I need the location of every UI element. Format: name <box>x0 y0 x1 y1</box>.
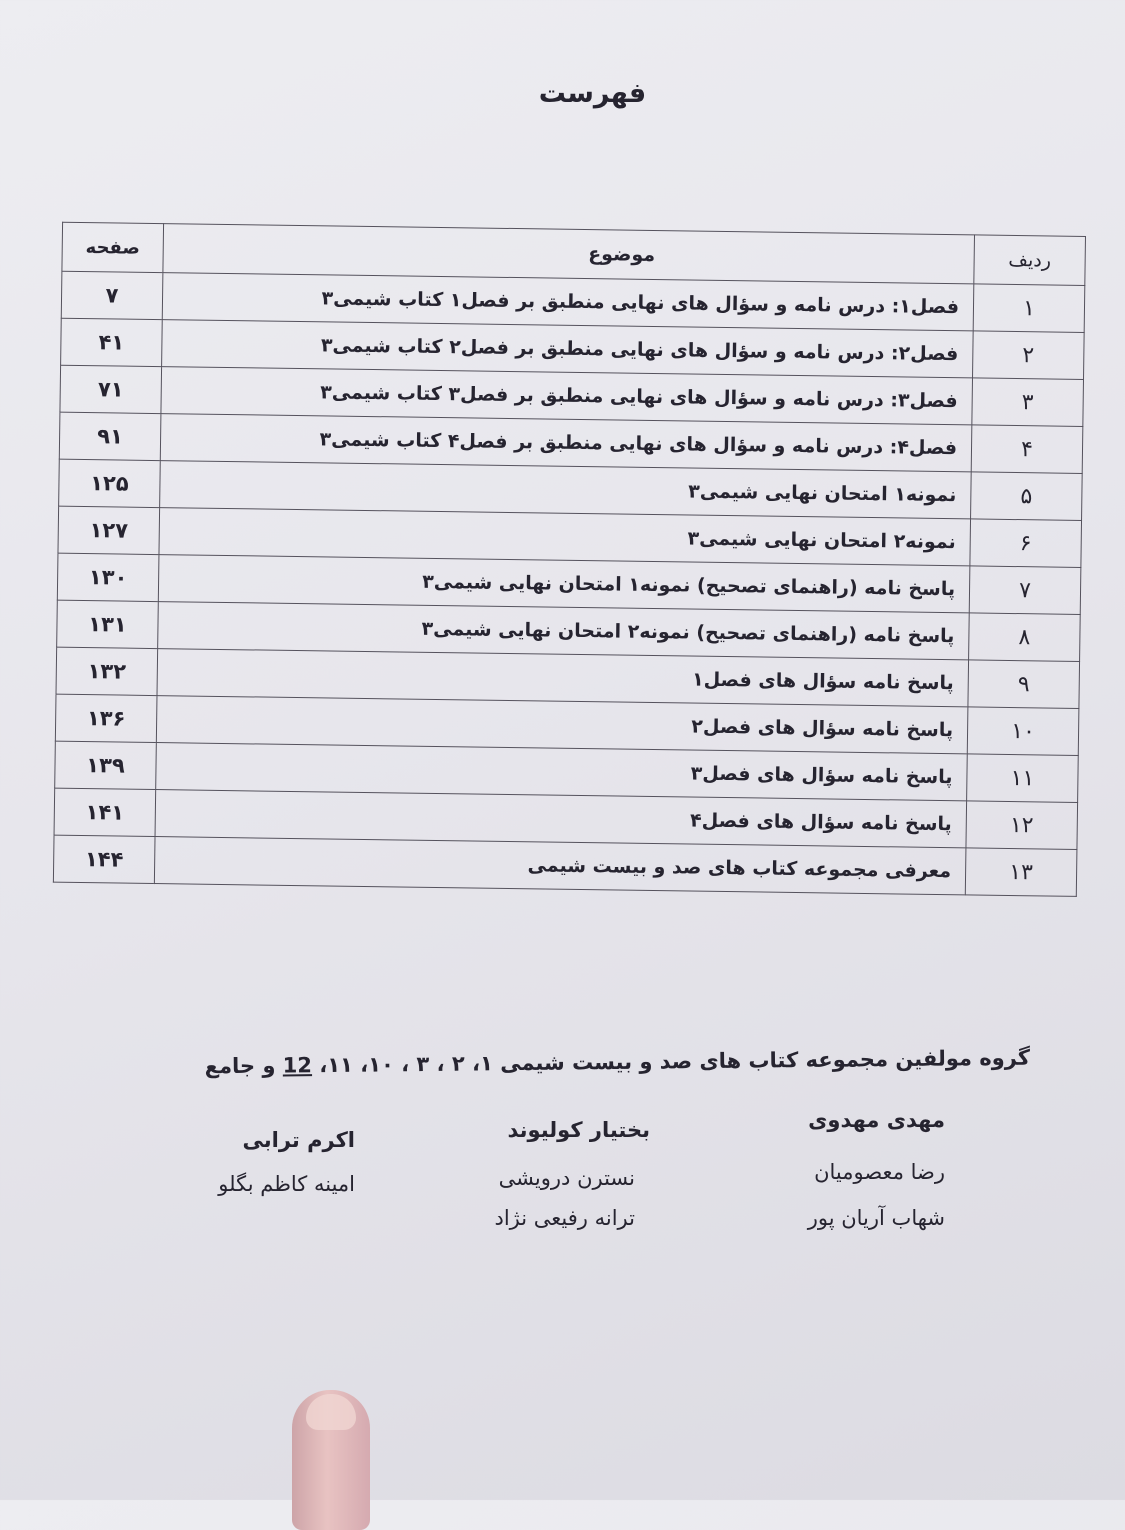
row-topic: فصل۴: درس نامه و سؤال های نهایی منطبق بر فصل۴ کتاب شیمی۳ <box>160 414 972 472</box>
author-lead: بختیار کولیوند <box>507 1118 650 1142</box>
row-topic: پاسخ نامه (راهنمای تصحیح) نمونه۲ امتحان نهایی شیمی۳ <box>158 602 970 660</box>
row-topic: فصل۲: درس نامه و سؤال های نهایی منطبق بر فصل۲ کتاب شیمی۳ <box>162 320 974 378</box>
row-page: ۱۳۶ <box>55 694 157 742</box>
header-page: صفحه <box>62 222 164 272</box>
row-page: ۴۱ <box>61 318 163 366</box>
table-of-contents <box>53 222 1086 897</box>
row-page: ۹۱ <box>59 412 161 460</box>
authors-heading <box>200 1046 1030 1079</box>
row-number: ۱۰ <box>967 707 1079 756</box>
authors-heading-underlined: 12 <box>282 1053 313 1078</box>
row-topic: پاسخ نامه سؤال های فصل۱ <box>157 649 969 707</box>
row-page: ۱۲۷ <box>58 506 160 554</box>
row-page: ۱۳۹ <box>55 741 157 789</box>
row-number: ۶ <box>970 519 1082 568</box>
author-member: ترانه رفیعی نژاد <box>494 1206 635 1230</box>
row-page: ۱۴۴ <box>53 835 155 883</box>
authors-heading-end: و جامع <box>204 1053 283 1079</box>
row-number: ۹ <box>968 660 1080 709</box>
row-number: ۸ <box>969 613 1081 662</box>
row-page: ۱۲۵ <box>59 459 161 507</box>
row-topic: نمونه۱ امتحان نهایی شیمی۳ <box>160 461 972 519</box>
row-number: ۱۲ <box>966 801 1078 850</box>
row-number: ۲ <box>973 331 1085 380</box>
row-page: ۷ <box>61 271 163 319</box>
row-number: ۷ <box>969 566 1081 615</box>
row-number: ۱ <box>973 284 1085 333</box>
row-topic: نمونه۲ امتحان نهایی شیمی۳ <box>159 508 971 566</box>
row-page: ۱۳۱ <box>57 600 159 648</box>
author-member: امینه کاظم بگلو <box>218 1172 355 1196</box>
row-number: ۵ <box>971 472 1083 521</box>
author-member: رضا معصومیان <box>814 1160 945 1184</box>
row-topic: معرفی مجموعه کتاب های صد و بیست شیمی <box>154 837 966 895</box>
author-lead: مهدی مهدوی <box>808 1108 945 1132</box>
row-topic: فصل۳: درس نامه و سؤال های نهایی منطبق بر فصل۳ کتاب شیمی۳ <box>161 367 973 425</box>
row-page: ۱۳۰ <box>57 553 159 601</box>
header-number: ردیف <box>974 235 1086 286</box>
author-member: نسترن درویشی <box>498 1166 635 1190</box>
header-topic: موضوع <box>163 224 975 284</box>
row-page: ۱۴۱ <box>54 788 156 836</box>
page-title: فهرست <box>538 78 647 109</box>
authors-heading-start: گروه مولفین مجموعه کتاب های صد و بیست شیمی ۱، ۲ ، ۳ ، ۱۰، ۱۱، <box>311 1045 1031 1078</box>
row-topic: پاسخ نامه سؤال های فصل۳ <box>156 743 968 801</box>
row-topic: پاسخ نامه سؤال های فصل۲ <box>156 696 968 754</box>
row-number: ۱۳ <box>965 848 1077 897</box>
row-topic: فصل۱: درس نامه و سؤال های نهایی منطبق بر فصل۱ کتاب شیمی۳ <box>162 273 974 331</box>
row-number: ۳ <box>972 378 1084 427</box>
author-lead: اکرم ترابی <box>242 1128 355 1152</box>
row-topic: پاسخ نامه سؤال های فصل۴ <box>155 790 967 848</box>
row-number: ۱۱ <box>967 754 1079 803</box>
author-member: شهاب آریان پور <box>807 1206 945 1230</box>
row-topic: پاسخ نامه (راهنمای تصحیح) نمونه۱ امتحان نهایی شیمی۳ <box>158 555 970 613</box>
row-page: ۱۳۲ <box>56 647 158 695</box>
row-page: ۷۱ <box>60 365 162 413</box>
row-number: ۴ <box>971 425 1083 474</box>
